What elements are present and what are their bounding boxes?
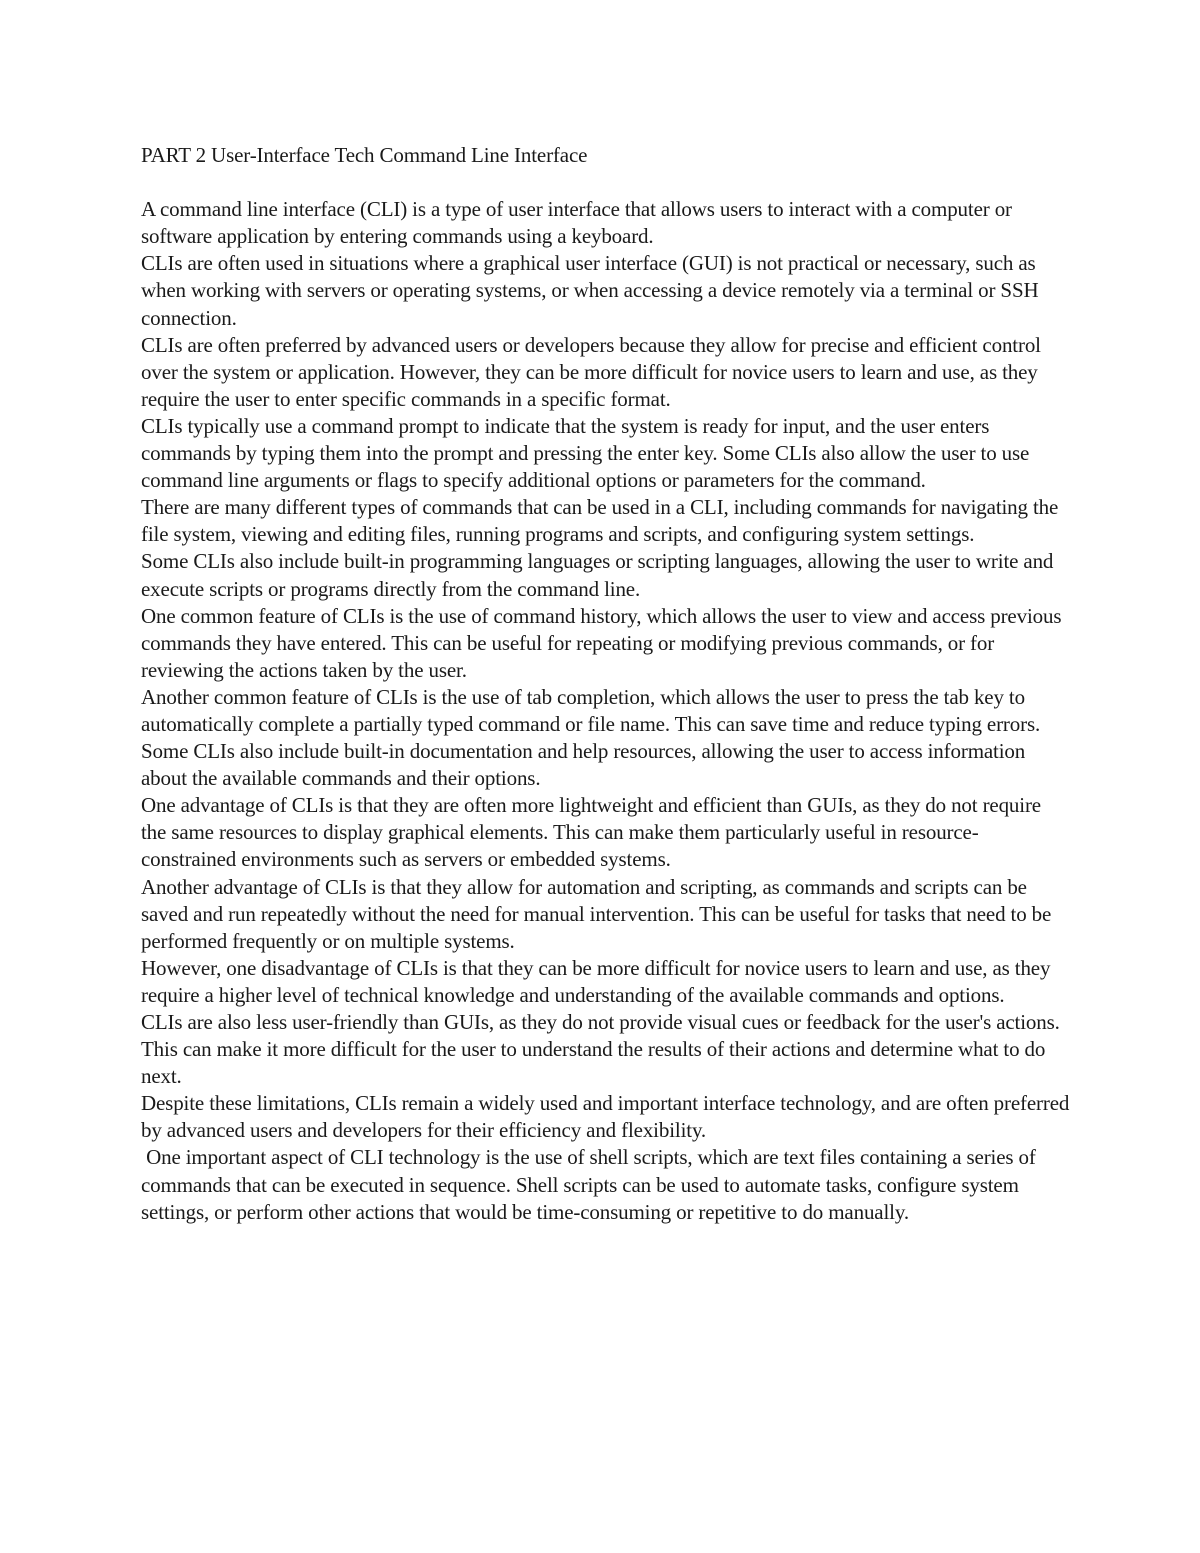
paragraph: Another advantage of CLIs is that they allow for automation and scripting, as commands and scripts can be saved and run repeatedly without the need for manual intervention. This can be useful for tasks that need to be performed frequently or on multiple systems. — [141, 874, 1052, 953]
paragraph: There are many different types of commands that can be used in a CLI, including commands for navigating the file system, viewing and editing files, running programs and scripts, and configuring system settings. — [141, 495, 1059, 547]
paragraph: CLIs typically use a command prompt to indicate that the system is ready for input, and the user enters commands by typing them into the prompt and pressing the enter key. Some CLIs also allow the user to use command line arguments or flags to specify additional options or parameters for the command. — [141, 413, 1030, 493]
paragraph: However, one disadvantage of CLIs is that they can be more difficult for novice users to learn and use, as they require a higher level of technical knowledge and understanding of the available commands and options. — [141, 955, 1051, 1007]
paragraph: Despite these limitations, CLIs remain a widely used and important interface technology, and are often preferred by advanced users and developers for their efficiency and flexibility. — [141, 1091, 1070, 1143]
paragraph: A command line interface (CLI) is a type of user interface that allows users to interact with a computer or software application by entering commands using a keyboard. — [141, 197, 1012, 249]
paragraph: One advantage of CLIs is that they are often more lightweight and efficient than GUIs, as they do not require the same resources to display graphical elements. This can make them particularly useful in resource-constrained environments such as servers or embedded systems. — [141, 793, 1041, 872]
paragraph: CLIs are often used in situations where a graphical user interface (GUI) is not practical or necessary, such as when working with servers or operating systems, or when accessing a device remotely via a terminal or SSH connection. — [141, 251, 1039, 330]
paragraph: One common feature of CLIs is the use of command history, which allows the user to view and access previous commands they have entered. This can be useful for repeating or modifying previous commands, or for reviewing the actions taken by the user. — [141, 603, 1062, 682]
blank-line — [141, 169, 1071, 196]
paragraph: Another common feature of CLIs is the use of tab completion, which allows the user to press the tab key to automatically complete a partially typed command or file name. This can save time and reduce typing errors. — [141, 684, 1041, 736]
document-title: PART 2 User-Interface Tech Command Line Interface — [141, 143, 588, 167]
document-body — [141, 142, 1071, 1226]
paragraph: Some CLIs also include built-in programming languages or scripting languages, allowing the user to write and execute scripts or programs directly from the command line. — [141, 549, 1054, 601]
paragraph: CLIs are also less user-friendly than GUIs, as they do not provide visual cues or feedback for the user's actions. This can make it more difficult for the user to understand the results of their actions and determine what to do next. — [141, 1010, 1060, 1089]
paragraph: One important aspect of CLI technology is the use of shell scripts, which are text files containing a series of commands that can be executed in sequence. Shell scripts can be used to automate tasks, configure system settings, or perform other actions that would be time-consuming or repetitive to do manually. — [141, 1145, 1036, 1224]
paragraph: CLIs are often preferred by advanced users or developers because they allow for precise and efficient control over the system or application. However, they can be more difficult for novice users to learn and use, as they require the user to enter specific commands in a specific format. — [141, 332, 1041, 411]
paragraph: Some CLIs also include built-in documentation and help resources, allowing the user to access information about the available commands and their options. — [141, 739, 1026, 791]
